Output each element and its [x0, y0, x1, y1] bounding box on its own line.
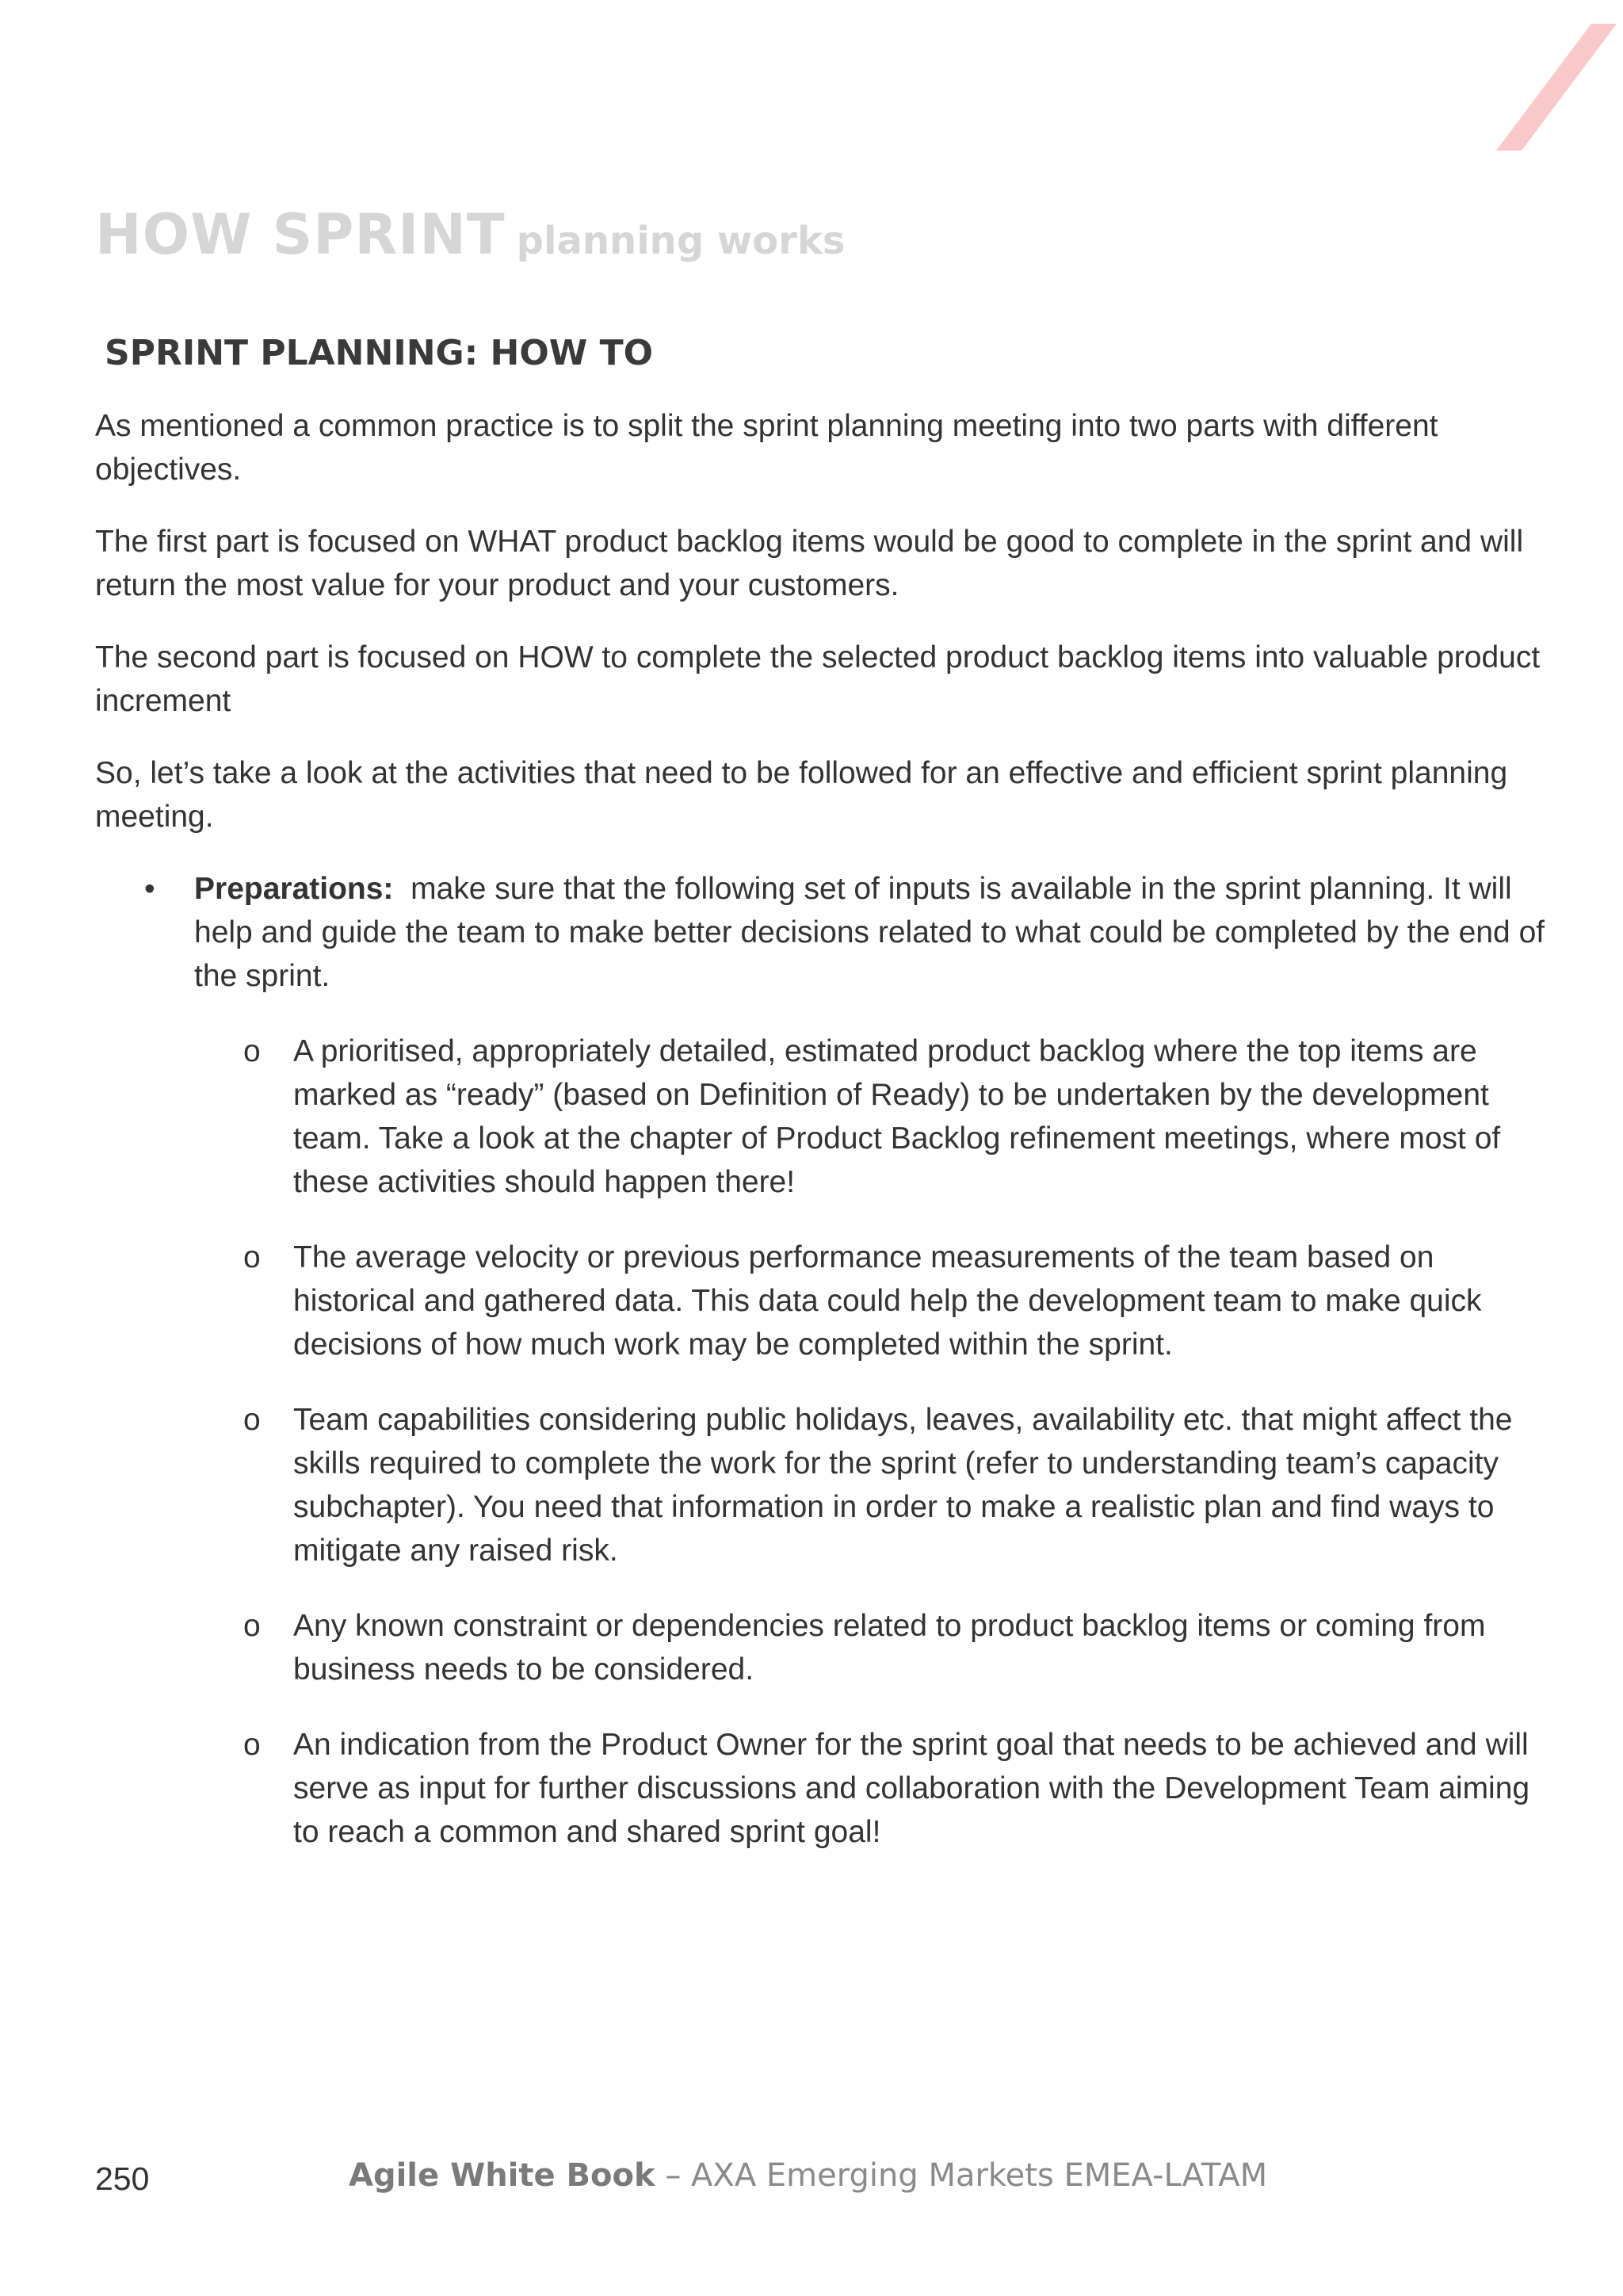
- footer-book-subtitle: AXA Emerging Markets EMEA-LATAM: [691, 2157, 1268, 2194]
- paragraph: The first part is focused on WHAT product backlog items would be good to complete in the sprint and will return the most value for your product and your customers.: [95, 525, 1524, 602]
- footer-book-name: Agile White Book: [349, 2157, 655, 2194]
- bullet-item-preparations: [95, 867, 1553, 1854]
- sub-item-text: Any known constraint or dependencies related to product backlog items or coming from business needs to be considered.: [293, 1609, 1486, 1687]
- chapter-title-main: HOW SPRINT: [95, 202, 506, 267]
- sub-item-text: The average velocity or previous performance measurements of the team based on historical and gathered data. This data could help the development team to make quick decisions of how much work may be completed within the sprint.: [293, 1240, 1482, 1362]
- sub-item-text: An indication from the Product Owner for the sprint goal that needs to be achieved and will serve as input for further discussions and collaboration with the Development Team aiming to reach a common and shared sprint goal!: [293, 1728, 1530, 1849]
- bullet-lead: Preparations:: [194, 872, 394, 906]
- body-content: [95, 404, 1553, 1885]
- section-heading: SPRINT PLANNING: HOW TO: [105, 333, 654, 373]
- bullet-text: make sure that the following set of inputs is available in the sprint planning. It will help and guide the team to make better decisions related to what could be completed by the end of the sprint.: [194, 872, 1545, 993]
- chapter-title-sub: planning works: [516, 219, 846, 263]
- footer-book-title: [349, 2157, 1267, 2194]
- corner-accent-slash: [1490, 16, 1617, 151]
- circle-bullet-icon: o: [243, 1609, 261, 1643]
- sub-bullet-list: [194, 1030, 1553, 1854]
- sub-list-item: [194, 1723, 1553, 1854]
- sub-list-item: [194, 1030, 1553, 1204]
- bullet-list: [95, 867, 1553, 1854]
- sub-list-item: [194, 1398, 1553, 1572]
- circle-bullet-icon: o: [243, 1240, 261, 1274]
- circle-bullet-icon: o: [243, 1728, 261, 1762]
- paragraph: As mentioned a common practice is to split the sprint planning meeting into two parts with different objectives.: [95, 409, 1438, 487]
- circle-bullet-icon: o: [243, 1403, 261, 1437]
- circle-bullet-icon: o: [243, 1034, 261, 1068]
- sub-item-text: Team capabilities considering public holidays, leaves, availability etc. that might affect the skills required to complete the work for the sprint (refer to understanding team’s capacity subchapter). You need that information in order to make a realistic plan and find ways to mitigate any raised risk.: [293, 1403, 1513, 1568]
- chapter-title: [95, 202, 845, 267]
- sub-list-item: [194, 1604, 1553, 1691]
- page-number: 250: [95, 2160, 150, 2197]
- bullet-dot-icon: •: [144, 872, 155, 906]
- paragraph: So, let’s take a look at the activities that need to be followed for an effective and efficient sprint planning meeting.: [95, 756, 1508, 834]
- footer-separator: –: [655, 2157, 692, 2194]
- sub-item-text: A prioritised, appropriately detailed, estimated product backlog where the top items are marked as “ready” (based on Definition of Ready) to be undertaken by the development team. Take a look at the chapter of Product Backlog refinement meetings, where most of these activities should happen there!: [293, 1034, 1501, 1199]
- paragraph: The second part is focused on HOW to complete the selected product backlog items into valuable product increment: [95, 640, 1541, 718]
- sub-list-item: [194, 1236, 1553, 1366]
